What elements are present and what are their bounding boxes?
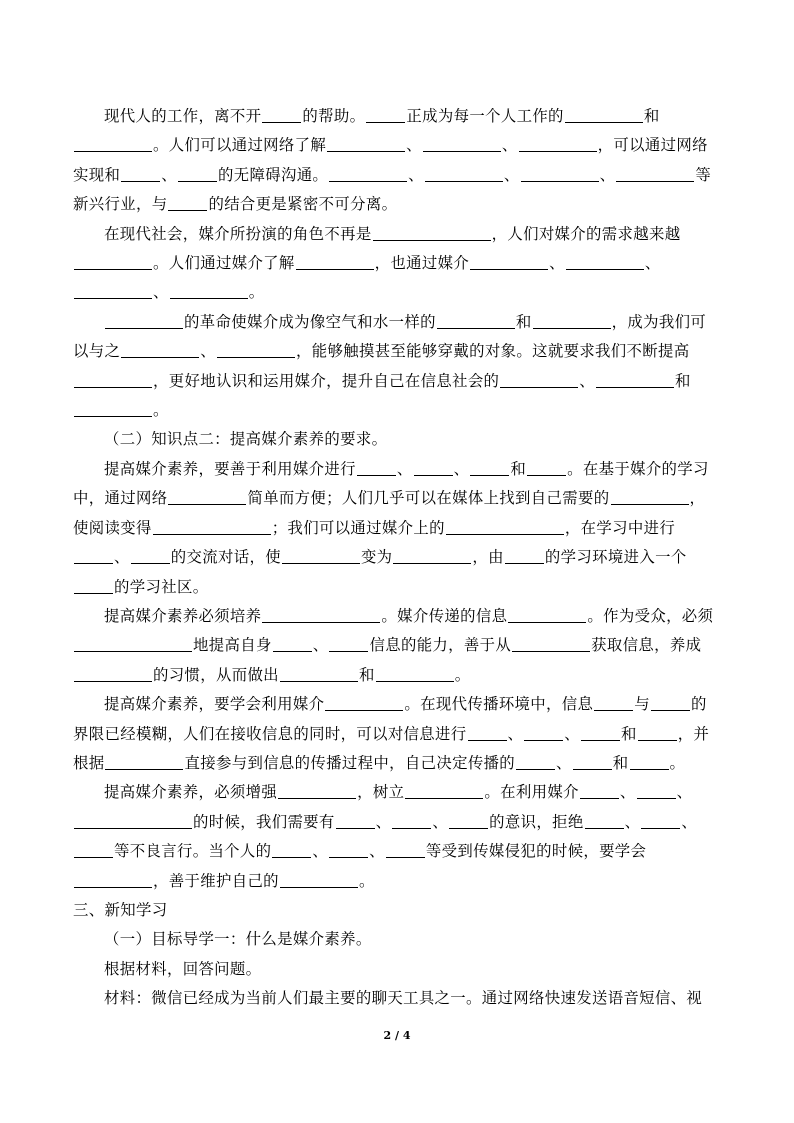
fill-in-blank — [74, 254, 152, 270]
fill-in-blank — [373, 224, 491, 240]
fill-in-blank — [366, 107, 405, 123]
fill-in-blank — [105, 312, 183, 328]
text-line: 材料：微信已经成为当前人们最主要的聊天工具之一。通过网络快速发送语音短信、视 — [104, 989, 703, 1008]
fill-in-blank — [594, 695, 633, 711]
text-line: 提高媒介素养，要善于利用媒介进行 、 、 和 。在基于媒介的学习 — [104, 459, 709, 478]
fill-in-blank — [470, 459, 509, 475]
text-line: 、 的交流对话，使 变为 ，由 的学习环境进入一个 — [73, 543, 723, 572]
fill-in-blank — [516, 754, 555, 770]
fill-in-blank — [392, 812, 431, 828]
fill-in-blank — [278, 783, 356, 799]
fill-in-blank — [329, 636, 368, 652]
fill-in-blank — [519, 136, 597, 152]
fill-in-blank — [273, 636, 312, 652]
fill-in-blank — [512, 636, 590, 652]
text-line: （二）知识点二：提高媒介素养的要求。 — [104, 430, 388, 449]
fill-in-blank — [74, 136, 152, 152]
text-line: 根据材料，回答问题。 — [104, 959, 262, 978]
fill-in-blank — [596, 371, 674, 387]
fill-in-blank — [74, 871, 152, 887]
page-number: 2 / 4 — [383, 1029, 411, 1042]
text-line: 以与之 、 ，能够触摸甚至能够穿戴的对象。这就要求我们不断提高 — [73, 342, 690, 361]
fill-in-blank — [178, 165, 217, 181]
text-line: ，善于维护自己的 。 — [73, 867, 723, 896]
fill-in-blank — [521, 165, 599, 181]
fill-in-blank — [121, 342, 199, 358]
fill-in-blank — [437, 312, 515, 328]
text-line: 、 。 — [73, 278, 723, 307]
fill-in-blank — [74, 548, 113, 564]
fill-in-blank — [168, 195, 207, 211]
fill-in-blank — [505, 548, 544, 564]
text-line: 使阅读变得 ；我们可以通过媒介上的 ，在学习中进行 — [73, 518, 676, 537]
fill-in-blank — [74, 371, 152, 387]
fill-in-blank — [280, 871, 358, 887]
fill-in-blank — [262, 107, 301, 123]
fill-in-blank — [376, 665, 454, 681]
fill-in-blank — [357, 459, 396, 475]
fill-in-blank — [423, 136, 501, 152]
fill-in-blank — [500, 371, 578, 387]
text-line: 提高媒介素养，要学会利用媒介 。在现代传播环境中，信息 与 的 — [104, 695, 707, 714]
fill-in-blank — [168, 489, 246, 505]
fill-in-blank — [446, 518, 564, 534]
fill-in-blank — [121, 165, 160, 181]
fill-in-blank — [573, 754, 612, 770]
fill-in-blank — [105, 754, 183, 770]
fill-in-blank — [585, 812, 624, 828]
fill-in-blank — [637, 783, 676, 799]
fill-in-blank — [296, 254, 374, 270]
fill-in-blank — [74, 401, 152, 417]
fill-in-blank — [74, 812, 192, 828]
text-line: 地提高自身 、 信息的能力，善于从 获取信息，养成 — [73, 631, 723, 660]
fill-in-blank — [641, 812, 680, 828]
text-line: （一）目标导学一：什么是媒介素养。 — [104, 930, 372, 949]
text-line: 。人们可以通过网络了解 、 、 ，可以通过网络 — [73, 131, 723, 160]
fill-in-blank — [651, 695, 690, 711]
text-line: 的学习社区。 — [73, 573, 723, 602]
text-line: 提高媒介素养，必须增强 ，树立 。在利用媒介 、 、 — [104, 783, 693, 802]
fill-in-blank — [74, 842, 113, 858]
text-line: 在现代社会，媒介所扮演的角色不再是 ，人们对媒介的需求越来越 — [104, 224, 681, 243]
fill-in-blank — [74, 283, 152, 299]
fill-in-blank — [262, 607, 380, 623]
fill-in-blank — [393, 548, 471, 564]
fill-in-blank — [336, 812, 375, 828]
fill-in-blank — [153, 518, 271, 534]
text-line: 的习惯，从而做出 和 。 — [73, 661, 723, 690]
fill-in-blank — [508, 607, 586, 623]
fill-in-blank — [630, 754, 669, 770]
fill-in-blank — [217, 342, 295, 358]
fill-in-blank — [527, 459, 566, 475]
fill-in-blank — [468, 724, 507, 740]
section-heading: 三、新知学习 — [73, 900, 168, 919]
fill-in-blank — [524, 724, 563, 740]
text-line: 。 — [73, 396, 723, 425]
fill-in-blank — [131, 548, 170, 564]
fill-in-blank — [611, 489, 689, 505]
text-line: 现代人的工作，离不开 的帮助。 正成为每一个人工作的 和 — [104, 107, 660, 125]
fill-in-blank — [449, 812, 488, 828]
text-line: 的时候，我们需要有 、 、 的意识，拒绝 、 、 — [73, 808, 723, 837]
text-line: 。人们通过媒介了解 ，也通过媒介 、 、 — [73, 249, 723, 278]
fill-in-blank — [327, 136, 405, 152]
text-line: 新兴行业，与 的结合更是紧密不可分离。 — [73, 195, 398, 214]
fill-in-blank — [282, 548, 360, 564]
fill-in-blank — [386, 842, 425, 858]
fill-in-blank — [74, 577, 113, 593]
text-line: 的革命使媒介成为像空气和水一样的 和 ，成为我们可 — [73, 308, 723, 337]
text-line: 根据 直接参与到信息的传播过程中，自己决定传播的 、 和 。 — [73, 753, 686, 772]
fill-in-blank — [74, 665, 152, 681]
fill-in-blank — [638, 724, 677, 740]
text-line: 提高媒介素养必须培养 。媒介传递的信息 。作为受众，必须 — [104, 606, 714, 625]
fill-in-blank — [329, 842, 368, 858]
text-line: ，更好地认识和运用媒介，提升自己在信息社会的 、 和 — [73, 367, 723, 396]
fill-in-blank — [565, 107, 643, 123]
fill-in-blank — [170, 283, 248, 299]
fill-in-blank — [425, 165, 503, 181]
fill-in-blank — [74, 636, 192, 652]
fill-in-blank — [325, 695, 403, 711]
fill-in-blank — [470, 254, 548, 270]
text-line: 等不良言行。当个人的 、 、 等受到传媒侵犯的时候，要学会 — [73, 837, 723, 866]
fill-in-blank — [581, 724, 620, 740]
fill-in-blank — [566, 254, 644, 270]
fill-in-blank — [414, 459, 453, 475]
fill-in-blank — [280, 665, 358, 681]
fill-in-blank — [272, 842, 311, 858]
text-line: 中，通过网络 简单而方便；人们几乎可以在媒体上找到自己需要的 ， — [73, 489, 706, 508]
fill-in-blank — [533, 312, 611, 328]
fill-in-blank — [616, 165, 694, 181]
text-line: 实现和 、 的无障碍沟通。 、 、 、 等 — [73, 165, 712, 184]
fill-in-blank — [405, 783, 483, 799]
text-line: 界限已经模糊，人们在接收信息的同时，可以对信息进行 、 、 和 ，并 — [73, 724, 710, 743]
document-body — [73, 102, 723, 1014]
fill-in-blank — [580, 783, 619, 799]
fill-in-blank — [329, 165, 407, 181]
